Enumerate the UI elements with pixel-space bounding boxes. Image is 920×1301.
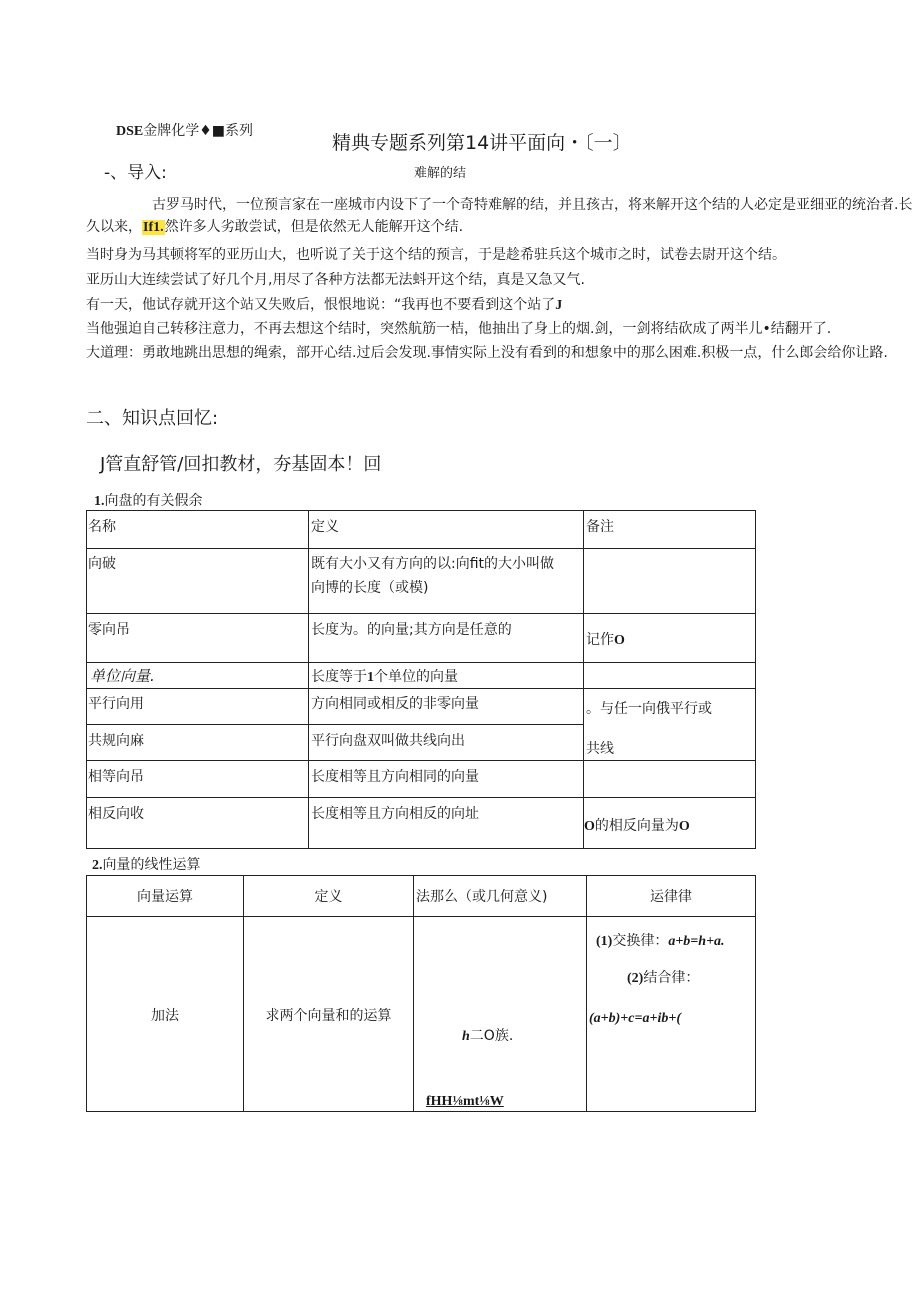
table2-rule [755, 875, 756, 1112]
table2-header-operation: 向量运算 [137, 889, 193, 905]
table1-rule [308, 510, 309, 849]
page-title: 精典专题系列第14讲平面向・〔一〕 [332, 132, 632, 154]
table1-cell-definition: 既有大小又有方向的以:向fit的大小叫做 [311, 556, 555, 572]
story-paragraph-6: 大道理：勇敢地跳出思想的绳索，部开心结.过后会发现.事情实际上没有看到的和想象中的那么困难.积极一点，什么郎会给你让路. [86, 345, 888, 361]
table1-rule [86, 848, 756, 849]
table2-cell-operation: 加法 [151, 1008, 179, 1024]
section-heading-review: 二、知识点回忆: [86, 408, 219, 429]
table1-rule [86, 548, 756, 549]
table1-cell-definition: 平行向盘双叫做共线向出 [311, 733, 465, 749]
table2-rule [243, 875, 244, 1112]
table2-rule [86, 1111, 756, 1112]
table1-cell-definition: 向博的长度（或模) [311, 580, 429, 596]
table1-cell-note: 共线 [586, 741, 614, 757]
table1-header-note: 备注 [586, 519, 614, 535]
table1-cell-name: 单位向量. [90, 667, 155, 685]
table2-header-definition: 定义 [314, 889, 343, 905]
table1-rule [86, 510, 87, 849]
section-subheading: J管直舒管/回扣教材，夯基固本！回 [100, 454, 382, 475]
table1-cell-name: 共规向麻 [88, 733, 144, 749]
table1-rule [86, 724, 584, 725]
story-paragraph-1: 古罗马时代，一位预言家在一座城市内设下了一个奇特难解的结，并且孩古，将来解开这个结的人必定是亚细亚的统治者.长久以来，If1.然许多人劣敢尝试，但是依然无人能解开这个结. [86, 197, 913, 235]
table2-header-rule: 法那么（或几何意义) [416, 889, 548, 905]
table1-cell-definition: 长度为。的向量;其方向是任意的 [311, 622, 512, 638]
table1-cell-name: 相反向收 [88, 806, 144, 822]
story-paragraph-5: 当他强迫自己转移注意力，不再去想这个结时，突然航筋一桔，他抽出了身上的烟.剑，一剑将结砍成了两半儿•结翻开了. [86, 321, 832, 337]
table2-rule [586, 875, 587, 1112]
table1-cell-definition: 长度相等且方向相反的向址 [311, 806, 479, 822]
series-label: DSE金牌化学♦■系列 [116, 123, 254, 139]
table1-cell-note: 。与任一向俄平行或 [586, 701, 712, 717]
table1-cell-name: 向破 [88, 556, 116, 572]
table2-rule [86, 875, 87, 1112]
table2-rule [86, 875, 756, 876]
table1-rule [86, 510, 756, 511]
table1-cell-note: O的相反向量为O [584, 818, 690, 834]
table1-cell-name: 平行向用 [88, 696, 144, 712]
table2-cell-law: (1)交换律：a+b=h+a. [596, 933, 725, 949]
story-paragraph-4: 有一天，他试存就开这个站又失败后，恨恨地说：“我再也不要看到这个站了J [86, 297, 563, 313]
table2-rule [413, 875, 414, 1112]
table1-rule [86, 613, 756, 614]
table2-cell-law: (a+b)+c=a+ib+( [589, 1011, 681, 1026]
table1-cell-definition: 长度等于1个单位的向量 [311, 669, 458, 685]
table1-rule [583, 510, 584, 849]
table2-cell-geometry: h二O族. [462, 1028, 514, 1044]
table2-cell-definition: 求两个向量和的运算 [265, 1008, 392, 1024]
table1-header-definition: 定义 [311, 519, 339, 535]
table1-rule [86, 662, 756, 663]
table1-caption: 1.向盘的有关假余 [94, 493, 203, 509]
table2-cell-geometry: fHH⅛mt⅛W [426, 1094, 504, 1109]
table2-cell-law: (2)结合律： [627, 970, 700, 986]
story-paragraph-2: 当时身为马其顿将军的亚历山大，也听说了关于这个结的预言，于是趁希驻兵这个城市之时，试卷去尉开这个结。 [86, 247, 786, 263]
table1-cell-name: 零向吊 [88, 622, 130, 638]
table1-header-name: 名称 [88, 519, 116, 535]
table1-cell-name: 相等向吊 [88, 769, 144, 785]
story-paragraph-3: 亚历山大连续尝试了好几个月,用尽了各种方法都无法蚪开这个结，真是又急又气. [86, 272, 585, 288]
table2-header-law: 运律律 [650, 889, 692, 905]
table1-cell-note: 记作O [586, 632, 625, 648]
table1-cell-definition: 方向相同或相反的非零向量 [311, 696, 479, 712]
section-heading-intro: -、导入: [104, 163, 167, 183]
table2-caption: 2.向量的线性运算 [92, 857, 201, 873]
table1-rule [86, 760, 756, 761]
table2-rule [86, 916, 756, 917]
story-title: 难解的结 [414, 166, 467, 181]
table1-cell-definition: 长度相等且方向相同的向量 [311, 769, 479, 785]
table1-rule [86, 797, 756, 798]
table1-rule [755, 510, 756, 849]
